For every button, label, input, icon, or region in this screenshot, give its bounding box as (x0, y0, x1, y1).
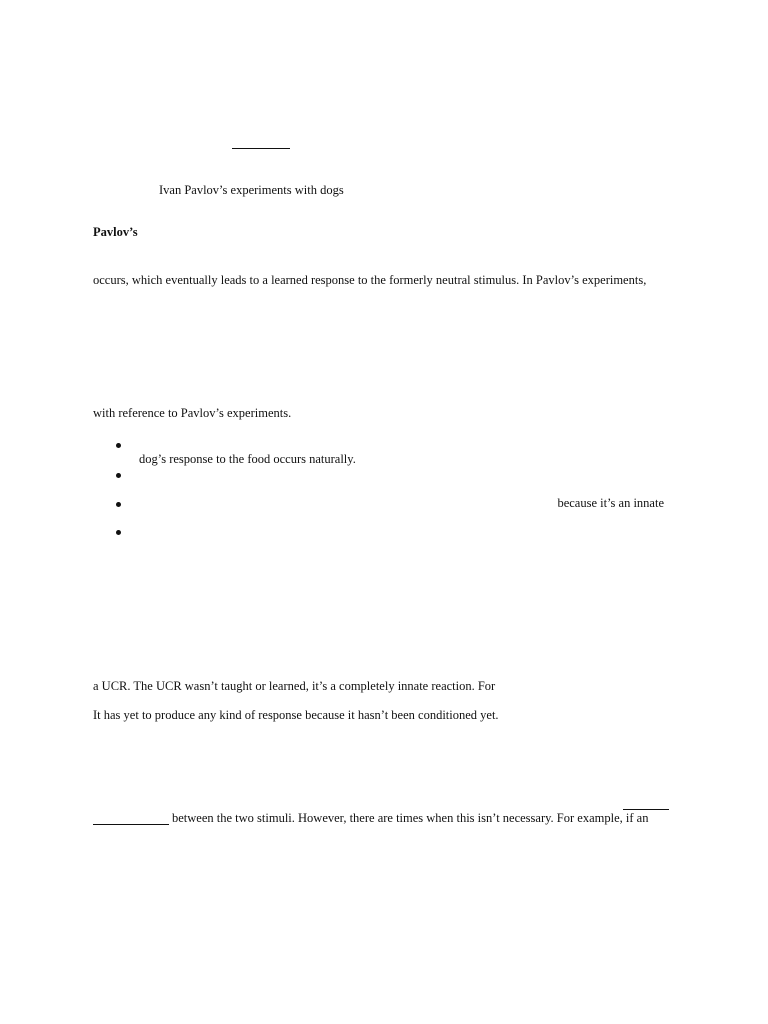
document-subtitle: Ivan Pavlov’s experiments with dogs (159, 183, 344, 197)
paragraph-line-3: a UCR. The UCR wasn’t taught or learned, it’s a completely innate reaction. For (93, 679, 496, 693)
bullet-3-right-text: because it’s an innate (557, 496, 664, 510)
section-heading: Pavlov’s (93, 225, 138, 239)
bullet-1-continuation: dog’s response to the food occurs naturally. (139, 452, 356, 466)
list-bullet-1 (116, 443, 121, 448)
list-bullet-3 (116, 502, 121, 507)
paragraph-line-4: It has yet to produce any kind of response because it hasn’t been conditioned yet. (93, 708, 499, 722)
fill-blank-left (93, 824, 169, 825)
paragraph-line-1: occurs, which eventually leads to a learned response to the formerly neutral stimulus. In Pavlov’s experiments, (93, 273, 647, 287)
list-bullet-4 (116, 530, 121, 535)
paragraph-line-2: with reference to Pavlov’s experiments. (93, 406, 292, 420)
paragraph-line-5: between the two stimuli. However, there are times when this isn’t necessary. For example, if an (172, 811, 649, 825)
title-blank-line (232, 148, 290, 149)
fill-blank-right (623, 809, 669, 810)
list-bullet-2 (116, 473, 121, 478)
